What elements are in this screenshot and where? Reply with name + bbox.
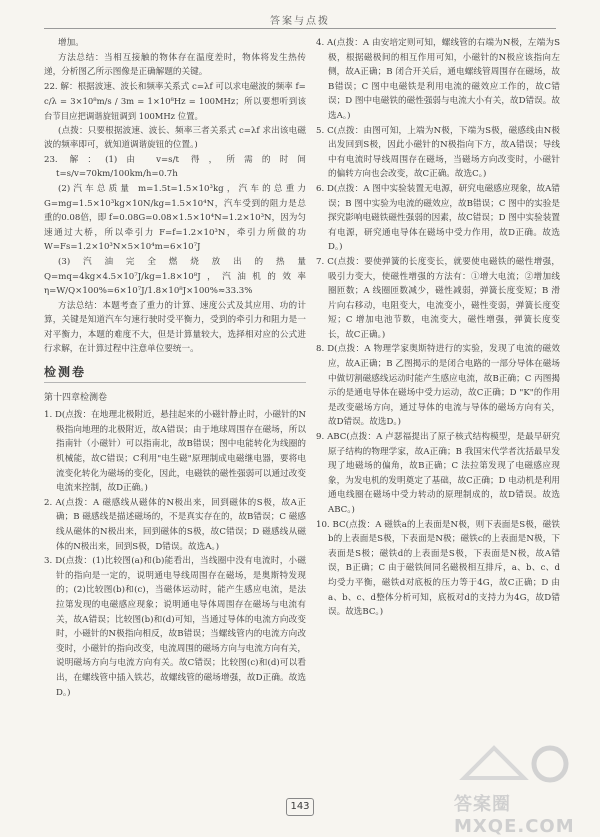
question-9: 9. ABC(点拨：A 卢瑟福提出了原子核式结构模型，是最早研究原子结构的物理学家，故A正确；B 我国宋代学者沈括最早发现了地磁场的偏角，故B正确；C 法拉第发现了电磁感应现象，为发电机的发明奠定了基础，故C正确；D 电动机是利用通电线圈在磁场中受力转动的原理制成的，故D错误。故选ABC。): [316, 432, 560, 515]
question-6: 6. D(点拨：A 图中实验装置无电源，研究电磁感应现象，故A错误；B 图中实验为电流的磁效应，故B错误；C 图中的实验是探究影响电磁铁磁性强弱的因素，故C错误；D 图中实验装置有电源，研究通电导体在磁场中受力作用，故D正确。故选D。): [316, 183, 560, 253]
page-number: 143: [286, 798, 314, 816]
watermark-text: 答案圈 MXQE.COM: [454, 794, 575, 837]
question-1: 1. D(点拨：在地理北极附近，悬挂起来的小磁针静止时，小磁针的N极指向地理的北极附近，故A错误；由于地球周围存在磁场，所以指南针（小磁针）可以指南北，故B错误；图中电能转化为线圈的机械能，故C错误；C利用"电生磁"原理制成电磁继电器，要将电流变化转化为磁场的变化，因此，电磁铁的磁性强弱可以通过改变电流来控制，故D正确。): [44, 410, 306, 494]
chapter-test-title: 第十四章检测卷: [44, 392, 108, 403]
answer-22: 22. 解：根据波速、波长和频率关系式 c=λf 可以求电磁波的频率 f=: [44, 81, 306, 92]
question-8: 8. D(点拨：A 物理学家奥斯特进行的实验，发现了电流的磁效应，故A正确；B 乙图揭示的是闭合电路的一部分导体在磁场中做切割磁感线运动时能产生感应电流，故B正确；C 丙图揭示的是通电导体在磁场中受力运动，故C正确；D "K"的作用是改变磁场方向，通过导体的电流与导体的磁场方向有关，故D错误。故选D。): [316, 344, 560, 428]
hint-22: (点拨：只要根据波速、波长、频率三者关系式 c=λf 求出该电磁波的频率即可，就知道调谐旋钮的位置。): [44, 125, 306, 151]
right-column: [316, 36, 560, 620]
question-7: 7. C(点拨：要使弹簧的长度变长，就要使电磁铁的磁性增强，吸引力变大，使磁性增强的方法有：①增大电流；②增加线圈匝数；A 线圈匝数减少，磁性减弱，弹簧长度变短；B 滑片向右移动，电阻变大，电流变小，磁性变弱，弹簧长度变短；C 增加电池节数，电流变大，磁性增强，弹簧长度变长，故C正确。): [316, 256, 560, 340]
answer-23-part2: (2)汽车总质量 m=1.5t=1.5×10³kg，汽车的总重力 G=mg=1.5×10³kg×10N/kg=1.5×10⁴N，汽车受到的阻力是总重的0.08倍，即 f=0.08G=0.08×1.5×10⁴N=1.2×10³N，因为匀速通过大桥，所以牵引力 F=f=1.2×10³N，牵引力所做的功 W=Fs=1.2×10³N×5×10⁴m=6×10⁷J: [44, 183, 306, 253]
question-4: 4. A(点拨：A 由安培定则可知，螺线管的右端为N极，左端为S极，根据磁极间的相互作用可知，小磁针的N极应该指向左侧，故A正确；B 闭合开关后，通电螺线管周围存在磁场，故B错误；C 图中电磁铁是利用电流的磁效应工作的，故C错误；D 图中电磁铁的磁性强弱与电流大小有关，故D错误。故选A。): [316, 38, 560, 121]
section-rule: [44, 382, 306, 383]
page-header: 答案与点拨: [270, 16, 330, 27]
question-3: 3. D(点拨：(1)比较图(a)和(b)能看出，当线圈中没有电流时，小磁针的指向是一定的，说明通电导线周围存在磁场，是奥斯特发现的；(2)比较图(b)和(c)，当磁体运动时，能产生感应电流，是法拉第发现的电磁感应现象；说明通电导体周围存在磁场与电流有关，故A错误；比较图(b)和(d)可知，当通过导体的电流方向改变时，小磁针的N极指向相反，故B错误；当螺线管内的电流方向改变时，小磁针的指向改变，电流周围的磁场方向与电流方向有关，说明磁场方向与电流方向有关。故C错误；比较图(c)和(d)可以看出，在螺线管中插入铁芯，故螺线管的磁场增强，故D正确。故选D。): [44, 556, 306, 698]
answer-23-part3: (3)汽油完全燃烧放出的热量 Q=mq=4kg×4.5×10⁷J/kg=1.8×10⁸J，汽油机的效率 η=W/Q×100%=6×10⁷J/1.8×10⁸J×100%≈33.3%: [44, 256, 306, 297]
method-summary-23: 方法总结：本题考查了重力的计算、速度公式及其应用、功的计算，关键是知道汽车匀速行驶时受平衡力，受到的牵引力和阻力是一对平衡力，本题的难度不大，但是计算量较大，选择相对应的公式进行求解，在计算过程中注意单位要统一。: [44, 300, 306, 355]
formula-22: c/λ = 3×10⁸m/s / 3m = 1×10⁸Hz = 100MHz；所以要想听到该台节目应把调谐旋钮调到 100MHz 位置。: [44, 96, 306, 121]
question-2: 2. A(点拨：A 磁感线从磁体的N极出来，回到磁体的S极，故A正确；B 磁感线是描述磁场的，不是真实存在的，故B错误；C 磁感线从磁体的N极出来，回到磁体的S极，故C错误；D 磁感线从磁体的N极出来，回到S极，D错误。故选A。): [44, 497, 306, 552]
question-5: 5. C(点拨：由图可知，上端为N极，下端为S极，磁感线由N极出发回到S极，因此小磁针的N极指向下方，故A错误；导线中有电流时导线周围存在磁场，当磁场方向改变时，小磁针的偏转方向也会改变，故C正确。故选C。): [316, 125, 560, 180]
section-title: 检测卷: [44, 365, 87, 380]
paragraph: 增加。: [58, 38, 84, 48]
left-column: [44, 36, 306, 700]
answer-23-part1: 23. 解：(1)由 v=s/t 得，所需的时间 t=s/v=70km/100km/h=0.7h: [44, 154, 306, 180]
header-rule: [44, 28, 556, 29]
question-10: 10. BC(点拨：A 磁铁a的上表面是N极，则下表面是S极，磁铁b的上表面是S极，下表面是N极；磁铁c的上表面是N极，下表面是S极；磁铁d的上表面是S极，下表面是N极，故A错误，B正确；C 由于磁铁间同名磁极相互排斥，a、b、c、d均受力平衡，磁铁d对底板的压力等于4G，故C正确；D 由a、b、c、d整体分析可知，底板对d的支持力为4G，故D错误。故选BC。): [316, 519, 560, 618]
method-summary: 方法总结：当相互接触的物体存在温度差时，物体将发生热传递，分析图乙所示图像是正确解题的关键。: [44, 52, 306, 78]
